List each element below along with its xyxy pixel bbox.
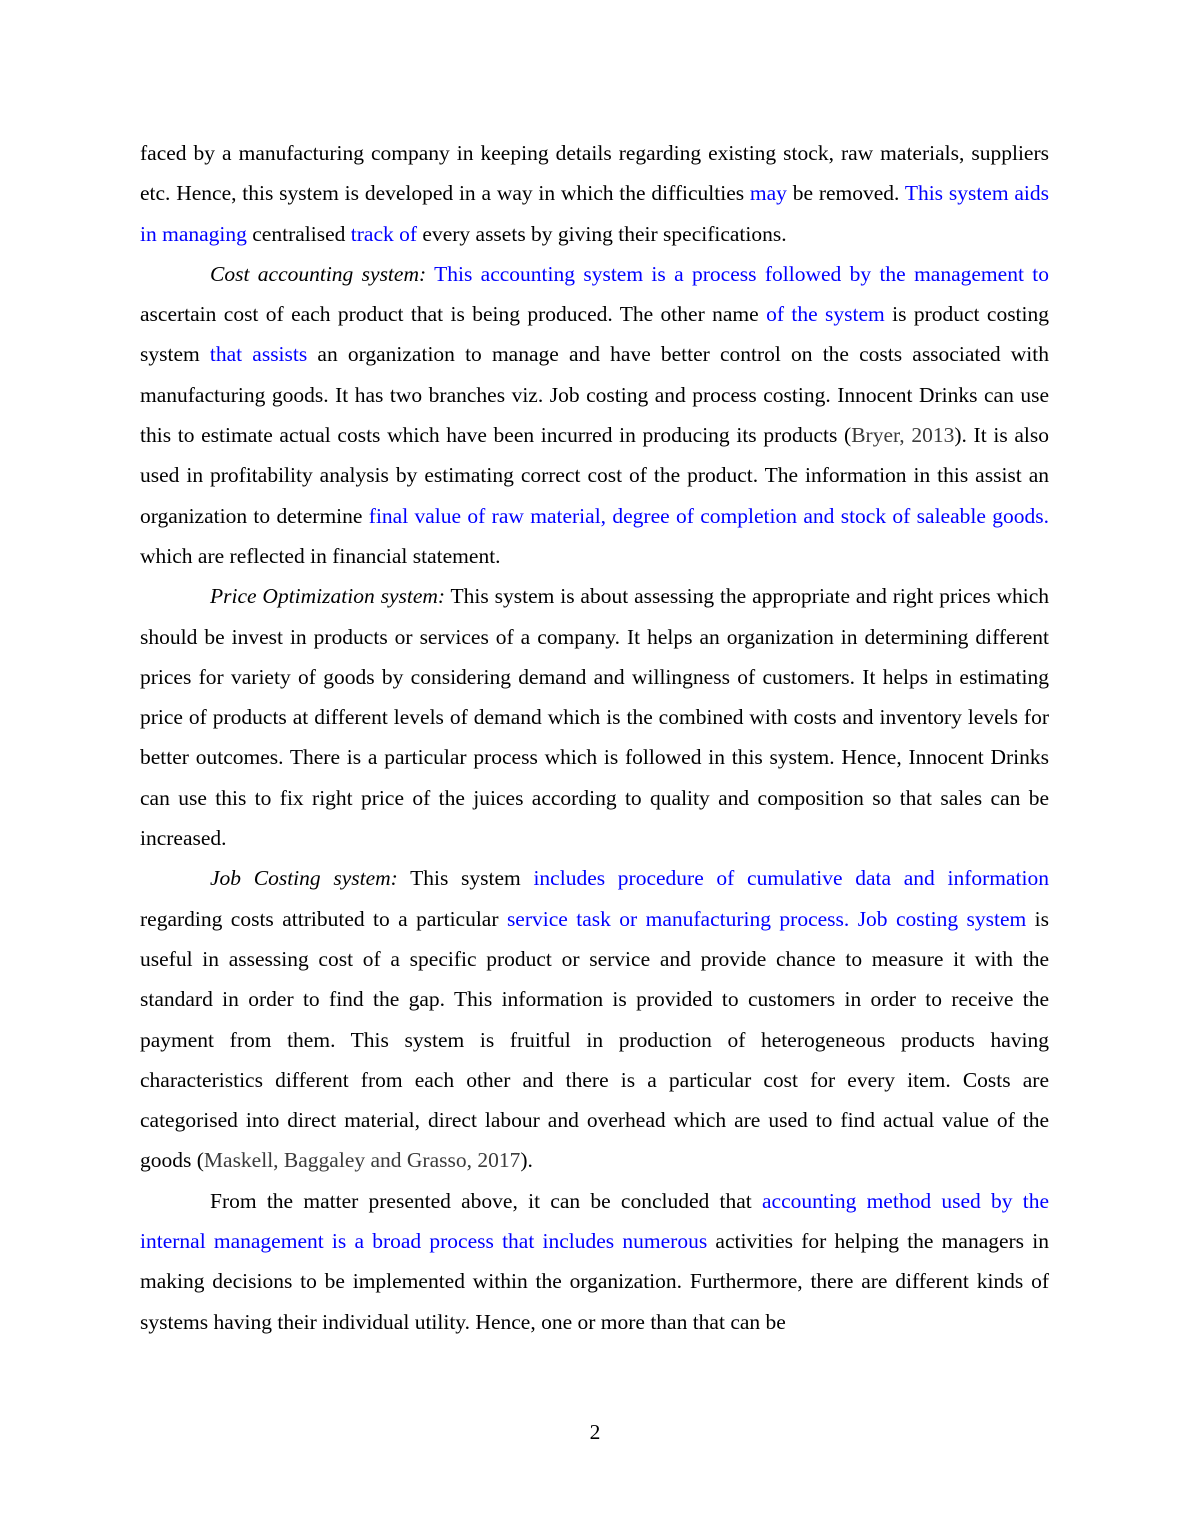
citation: Maskell, Baggaley and Grasso, 2017 [203,1148,521,1173]
text-run: activities for helping the managers in making decisions to be implemented within the organization. Furthermore, there are different kinds of systems having their individual utility. Hence, one or more than that can be [140,1229,1049,1334]
text-run: is product costing system [140,302,1050,367]
highlighted-text: includes procedure of cumulative data and information [533,866,1049,891]
text-run: which are reflected in financial statement. [140,543,501,568]
text-run [426,262,434,286]
text-run: is useful in assessing cost of a specific product or service and provide chance to measure it with the standard in order to find the gap. This information is provided to customers in order to receive the payment from them. This system is fruitful in production of heterogeneous products having characteristics different from each other and there is a particular cost for every item. Costs are categorised into direct material, direct labour and overhead which are used to find actual value of the goods ( [140,906,1049,1173]
text-run: From the matter presented above, it can be concluded that [210,1188,763,1213]
text-run: ). It is also used in profitability analysis by estimating correct cost of the product. The information in this assist an organization to determine [140,423,1049,528]
paragraph-price-optimization [140,576,1049,858]
text-run: faced by a manufacturing company in keeping details regarding existing stock, raw materials, suppliers etc. Hence, this system is developed in a way in which the difficulties [140,141,1049,206]
highlighted-text: may [749,181,787,206]
highlighted-text: track of [350,221,418,246]
highlighted-text: that assists [209,342,308,367]
highlighted-text: This system aids in managing [140,181,1049,246]
highlighted-text: service task or manufacturing process. Job costing system [506,906,1027,931]
highlighted-text: of the system [766,302,885,327]
paragraph-cost-accounting [140,254,1049,576]
document-body [140,133,1049,1342]
paragraph-job-costing [140,858,1049,1180]
page-number: 2 [589,1420,601,1444]
paragraph-heading: Price Optimization system: [210,584,446,609]
paragraph-intro-continuation [140,133,1049,254]
paragraph-heading: Job Costing system: [210,866,398,891]
text-run: regarding costs attributed to a particular [140,906,507,931]
text-run: an organization to manage and have better control on the costs associated with manufacturing goods. It has two branches viz. Job costing and process costing. Innocent Drinks can use this to estimate actual costs which have been incurred in producing its products ( [140,342,1050,448]
text-run: ). [520,1148,533,1173]
highlighted-text: final value of raw material, degree of completion and stock of saleable goods. [368,503,1049,528]
highlighted-text: This accounting system is a process followed by the management to [434,261,1049,286]
citation: Bryer, 2013 [851,423,955,448]
text-run: This system is about assessing the appropriate and right prices which should be invest in products or services of a company. It helps an organization in determining different prices for variety of goods by considering demand and willingness of customers. It helps in estimating price of products at different levels of demand which is the combined with costs and inventory levels for better outcomes. There is a particular process which is followed in this system. Hence, Innocent Drinks can use this to fix right price of the juices according to quality and composition so that sales can be increased. [140,584,1049,851]
text-run: be removed. [786,181,905,206]
text-run: centralised [246,221,351,246]
text-run: This system [397,866,534,891]
highlighted-text: accounting method used by the internal management is a broad process that includes numerous [140,1188,1049,1254]
text-run: ascertain cost of each product that is being produced. The other name [140,302,767,327]
paragraph-conclusion [140,1181,1049,1342]
text-run: every assets by giving their specifications. [417,221,787,246]
paragraph-heading: Cost accounting system: [210,261,427,286]
